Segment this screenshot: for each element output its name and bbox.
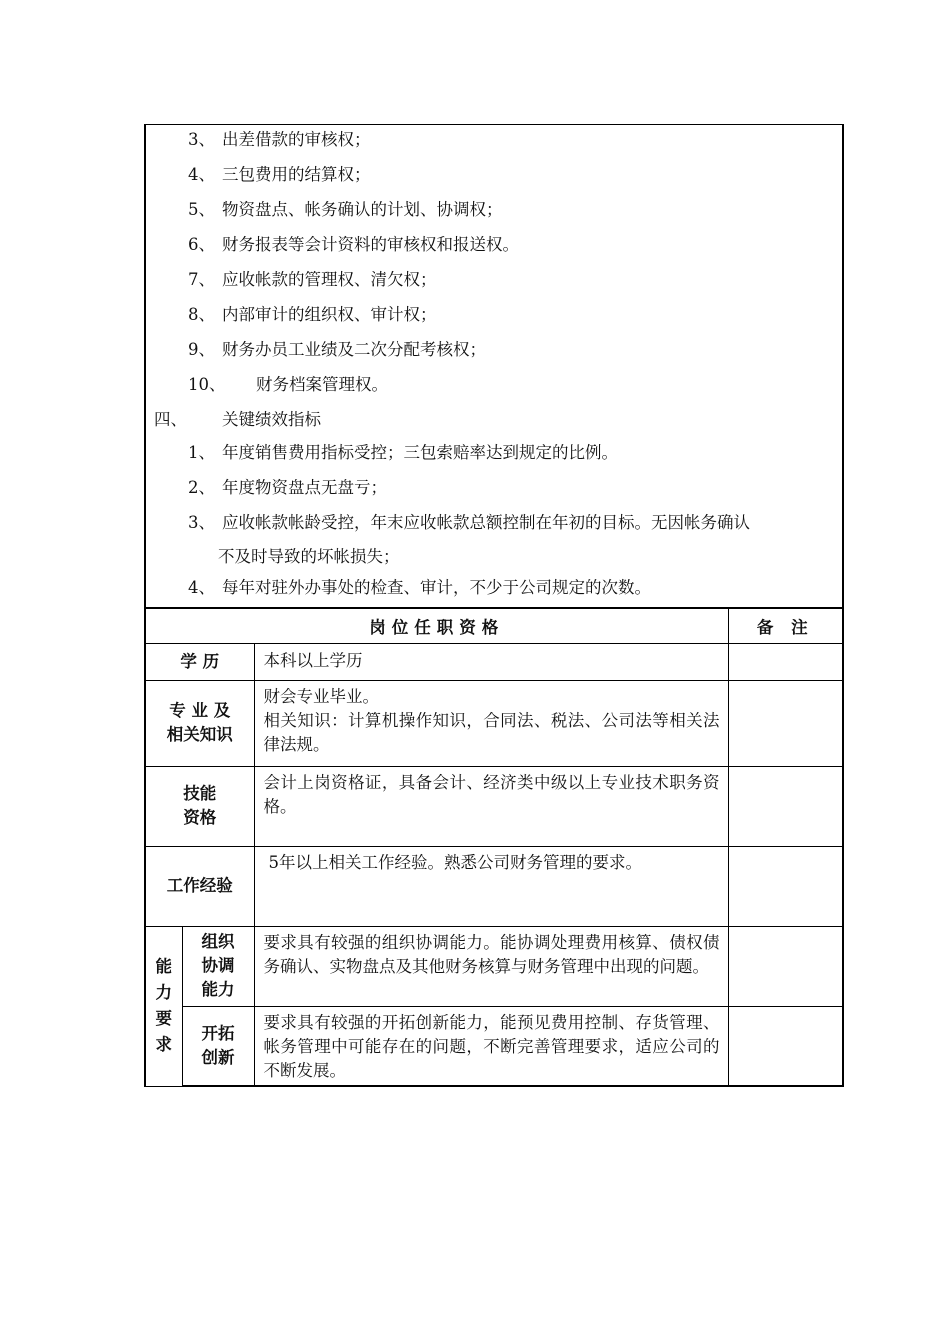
major-content-line1: 财会专业毕业。 (263, 686, 379, 706)
list-number: 5、 (188, 200, 215, 219)
list-number: 8、 (188, 305, 215, 324)
list-number: 4、 (188, 165, 215, 184)
remarks-cell (728, 680, 843, 766)
skills-label-line2: 资格 (183, 808, 217, 827)
list-number: 2、 (188, 478, 215, 497)
remarks-cell (728, 846, 843, 926)
list-text: 年度物资盘点无盘亏； (222, 478, 387, 497)
list-number: 7、 (188, 270, 215, 289)
list-text: 每年对驻外办事处的检查、审计，不少于公司规定的次数。 (222, 578, 651, 597)
list-number: 9、 (188, 340, 215, 359)
ability-label-char: 能 (155, 957, 172, 976)
education-content: 本科以上学历 (254, 643, 728, 680)
section-title: 关键绩效指标 (222, 410, 321, 429)
remarks-header-text: 备 注 (756, 617, 814, 637)
experience-label: 工作经验 (145, 846, 254, 926)
table-row (145, 766, 843, 846)
innovation-content: 要求具有较强的开拓创新能力，能预见费用控制、存货管理、帐务管理中可能存在的问题，不断完善管理要求，适应公司的不断发展。 (254, 1006, 728, 1086)
list-text: 财务报表等会计资料的审核权和报送权。 (222, 235, 519, 254)
ability-label-char: 要 (155, 1009, 172, 1028)
section-number: 四、 (154, 410, 187, 429)
innovation-label-line1: 开拓 (201, 1023, 235, 1043)
list-text: 物资盘点、帐务确认的计划、协调权； (222, 200, 503, 219)
experience-content: 5年以上相关工作经验。熟悉公司财务管理的要求。 (254, 846, 728, 926)
list-number: 3、 (188, 130, 215, 149)
education-label: 学 历 (145, 643, 254, 680)
table-row (145, 846, 843, 926)
ability-label-char: 求 (155, 1035, 172, 1054)
list-text: 内部审计的组织权、审计权； (222, 305, 437, 324)
remarks-cell (728, 926, 843, 1006)
table-header-row (145, 608, 843, 643)
qualification-table (144, 607, 844, 1087)
skills-label-line1: 技能 (183, 784, 217, 803)
major-content (254, 680, 728, 766)
list-number: 6、 (188, 235, 215, 254)
table-row (145, 680, 843, 766)
skills-content: 会计上岗资格证，具备会计、经济类中级以上专业技术职务资格。 (254, 766, 728, 846)
list-text: 三包费用的结算权； (222, 165, 371, 184)
list-text: 财务办员工业绩及二次分配考核权； (222, 340, 486, 359)
coordination-label (182, 926, 254, 1006)
list-text: 财务档案管理权。 (256, 375, 388, 394)
list-number: 3、 (188, 513, 215, 532)
major-label-line1: 专 业 及 (169, 701, 231, 720)
list-number: 1、 (188, 443, 215, 462)
table-row (145, 1006, 843, 1086)
remarks-cell (728, 766, 843, 846)
table-row (145, 643, 843, 680)
qualification-header: 岗位任职资格 (145, 608, 728, 643)
coordination-content: 要求具有较强的组织协调能力。能协调处理费用核算、债权债务确认、实物盘点及其他财务核算与财务管理中出现的问题。 (254, 926, 728, 1006)
coordination-label-line2: 协调 (201, 956, 235, 975)
major-label-line2: 相关知识 (166, 725, 233, 744)
remarks-header (728, 608, 843, 643)
responsibilities-box (144, 124, 844, 608)
list-text: 出差借款的审核权； (222, 130, 371, 149)
skills-label (145, 766, 254, 846)
list-number: 4、 (188, 578, 215, 597)
coordination-label-line1: 组织 (201, 932, 235, 951)
ability-label (145, 926, 182, 1086)
list-text: 年度销售费用指标受控；三包索赔率达到规定的比例。 (222, 443, 618, 462)
major-label (145, 680, 254, 766)
major-content-line2: 相关知识：计算机操作知识，合同法、税法、公司法等相关法律法规。 (263, 710, 720, 754)
innovation-label-line2: 创新 (201, 1047, 235, 1067)
list-text: 应收帐款的管理权、清欠权； (222, 270, 437, 289)
list-text: 不及时导致的坏帐损失； (218, 547, 400, 566)
ability-label-char: 力 (155, 983, 172, 1002)
innovation-label (182, 1006, 254, 1086)
list-text: 应收帐款帐龄受控，年末应收帐款总额控制在年初的目标。无因帐务确认 (222, 513, 750, 532)
coordination-label-line3: 能力 (201, 980, 235, 999)
remarks-cell (728, 643, 843, 680)
remarks-cell (728, 1006, 843, 1086)
list-number: 10、 (188, 375, 226, 394)
table-row (145, 926, 843, 1006)
